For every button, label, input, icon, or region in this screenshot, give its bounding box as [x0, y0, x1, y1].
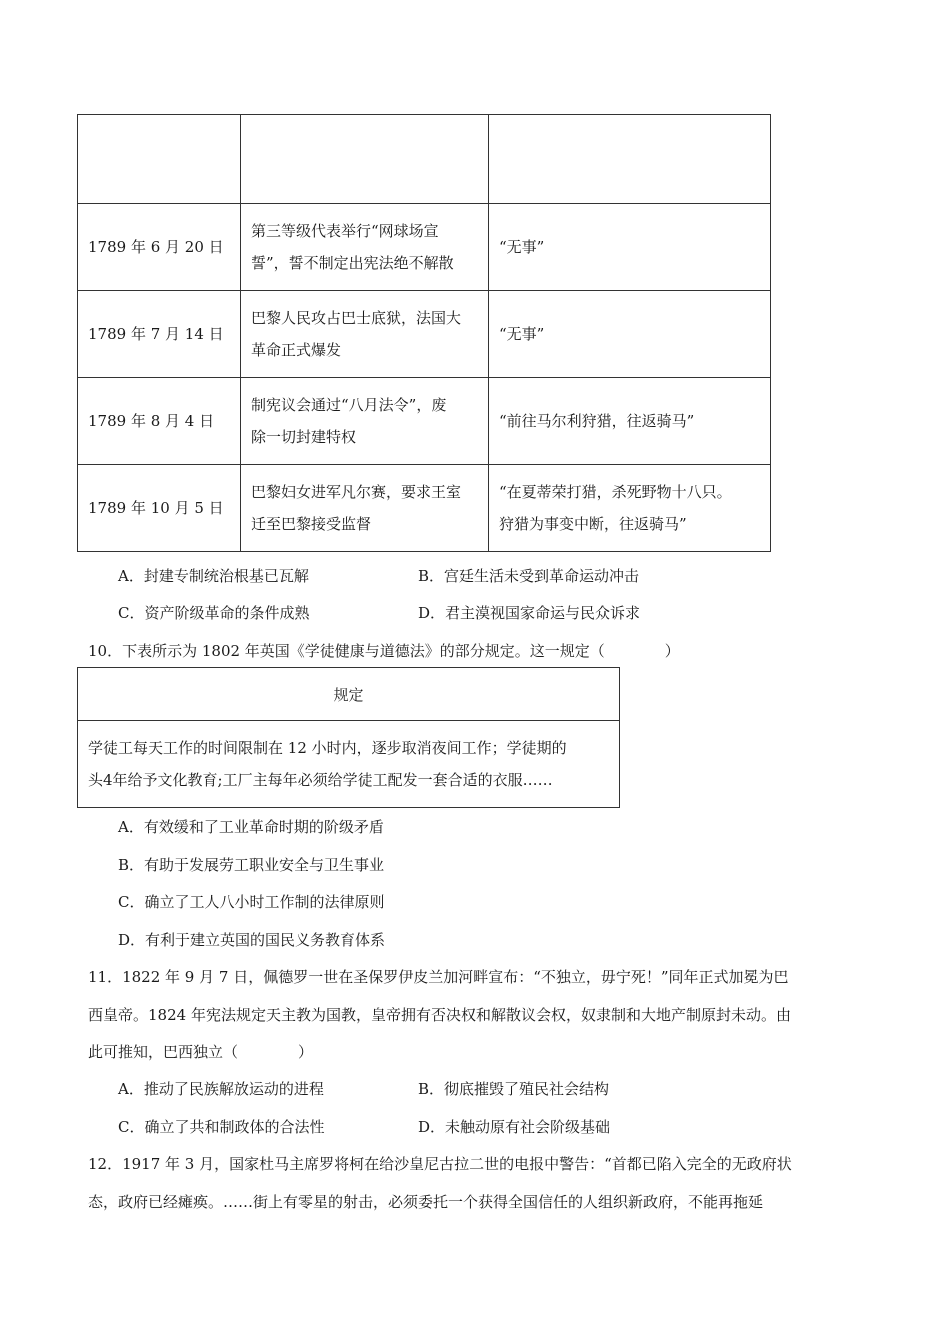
event-line: 除一切封建特权 — [251, 428, 357, 446]
q10-option-c[interactable]: C．确立了工人八小时工作制的法律原则 — [118, 893, 385, 911]
diary-cell — [489, 378, 771, 465]
event-cell — [241, 204, 489, 291]
q11-stem-line: 西皇帝。1824 年宪法规定天主教为国教，皇帝拥有否决权和解散议会权，奴隶制和大地产制原封未动。由 — [88, 1006, 791, 1024]
event-line: 誓”，誓不制定出宪法绝不解散 — [251, 254, 454, 272]
q9-option-b[interactable]: B．宫廷生活未受到革命运动冲击 — [418, 567, 640, 585]
header-cell — [78, 115, 241, 204]
event-line: 巴黎人民攻占巴士底狱，法国大 — [251, 309, 462, 327]
event-cell — [241, 465, 489, 552]
header-cell — [489, 115, 771, 204]
q12-stem-line: 12．1917 年 3 月，国家杜马主席罗将柯在给沙皇尼古拉二世的电报中警告：“首都已陷入完全的无政府状 — [88, 1155, 792, 1173]
diary-line: “前往马尔利狩猎，往返骑马” — [499, 412, 695, 430]
table-header-row — [78, 115, 771, 204]
apprentice-law-table — [77, 667, 620, 808]
table-body-cell — [78, 721, 620, 808]
table-head-cell: 规定 — [78, 668, 620, 721]
q9-option-c[interactable]: C．资产阶级革命的条件成熟 — [118, 604, 310, 622]
body-line: 头4年给予文化教育;工厂主每年必须给学徒工配发一套合适的衣服…… — [88, 771, 553, 789]
date-cell: 1789 年 8 月 4 日 — [78, 378, 241, 465]
q11-stem-line: 11．1822 年 9 月 7 日，佩德罗一世在圣保罗伊皮兰加河畔宣布：“不独立，毋宁死！”同年正式加冕为巴 — [88, 968, 789, 986]
q11-stem-line: 此可推知，巴西独立（ ） — [88, 1043, 314, 1061]
header-cell — [241, 115, 489, 204]
diary-cell — [489, 291, 771, 378]
q10-option-a[interactable]: A．有效缓和了工业革命时期的阶级矛盾 — [118, 818, 384, 836]
event-line: 巴黎妇女进军凡尔赛，要求王室 — [251, 483, 462, 501]
event-line: 迁至巴黎接受监督 — [251, 515, 372, 533]
q10-stem: 10．下表所示为 1802 年英国《学徒健康与道德法》的部分规定。这一规定（ ） — [88, 642, 680, 660]
q11-option-c[interactable]: C．确立了共和制政体的合法性 — [118, 1118, 325, 1136]
event-line: 第三等级代表举行“网球场宣 — [251, 222, 439, 240]
q12-stem-line: 态，政府已经瘫痪。……街上有零星的射击，必须委托一个获得全国信任的人组织新政府，不能再拖延 — [88, 1193, 764, 1211]
date-cell: 1789 年 10 月 5 日 — [78, 465, 241, 552]
diary-line: “无事” — [499, 238, 545, 256]
date-cell: 1789 年 7 月 14 日 — [78, 291, 241, 378]
q11-option-a[interactable]: A．推动了民族解放运动的进程 — [118, 1080, 324, 1098]
date-cell: 1789 年 6 月 20 日 — [78, 204, 241, 291]
table-header-row — [78, 668, 620, 721]
event-cell — [241, 378, 489, 465]
table-row — [78, 291, 771, 378]
diary-line: “在夏蒂荣打猎，杀死野物十八只。 — [499, 483, 732, 501]
diary-cell — [489, 465, 771, 552]
table-row — [78, 721, 620, 808]
diary-cell — [489, 204, 771, 291]
event-line: 制宪议会通过“八月法令”，废 — [251, 396, 447, 414]
q11-option-b[interactable]: B．彻底摧毁了殖民社会结构 — [418, 1080, 610, 1098]
diary-line: “无事” — [499, 325, 545, 343]
q10-option-b[interactable]: B．有助于发展劳工职业安全与卫生事业 — [118, 856, 385, 874]
event-cell — [241, 291, 489, 378]
q10-option-d[interactable]: D．有利于建立英国的国民义务教育体系 — [118, 931, 386, 949]
louis-xvi-diary-table — [77, 114, 771, 552]
body-line: 学徒工每天工作的时间限制在 12 小时内，逐步取消夜间工作；学徒期的 — [88, 739, 567, 757]
event-line: 革命正式爆发 — [251, 341, 342, 359]
diary-line: 狩猎为事变中断，往返骑马” — [499, 515, 687, 533]
table-row — [78, 378, 771, 465]
q9-option-a[interactable]: A．封建专制统治根基已瓦解 — [118, 567, 309, 585]
table-row — [78, 465, 771, 552]
q9-option-d[interactable]: D．君主漠视国家命运与民众诉求 — [418, 604, 641, 622]
table-row — [78, 204, 771, 291]
q11-option-d[interactable]: D．未触动原有社会阶级基础 — [418, 1118, 611, 1136]
